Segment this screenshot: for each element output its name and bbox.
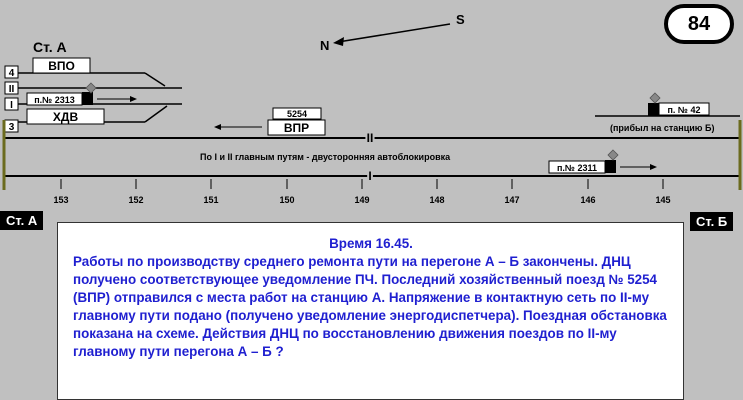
signal-2311	[608, 150, 618, 160]
question-text: Работы по производству среднего ремонта пути на перегоне А – Б закончены. ДНЦ получено соответствующее уведомление ПЧ. Последний хозяйственный поезд № 5254 (ВПР) отправился с места работ на станцию А. Напряжение в контактную сеть по II-му главному пути подано (получено уведомление энергодиспетчера). Поездная обстановка показана на схеме. Действия ДНЦ по восстановлению движения поездов по II-му главному пути перегона А – Б ?	[73, 254, 667, 359]
station-a-title: Ст. А	[33, 39, 67, 55]
track-2-label: II	[8, 84, 15, 95]
train-42-note: (прибыл на станцию Б)	[610, 123, 715, 133]
km-label: 148	[429, 195, 445, 205]
train-2311-label: п.№ 2311	[557, 163, 597, 173]
signal-42	[650, 93, 660, 103]
train-2311	[549, 150, 657, 173]
hdv-box: ХДВ	[52, 110, 79, 124]
train-5254-number: 5254	[286, 109, 308, 119]
vpo-box: ВПО	[48, 59, 75, 73]
km-label: 150	[279, 195, 295, 205]
km-label: 145	[655, 195, 671, 205]
question-time: Время 16.45.	[329, 236, 413, 251]
train-2313-label: п.№ 2313	[34, 95, 75, 105]
km-label: 149	[354, 195, 370, 205]
page-number-badge: 84	[664, 4, 734, 44]
compass-south: S	[456, 12, 465, 27]
autoblock-note: По I и II главным путям - двусторонняя автоблокировка	[200, 152, 451, 162]
km-label: 146	[580, 195, 596, 205]
main-track-1-label: I	[368, 169, 372, 183]
km-label: 152	[128, 195, 144, 205]
station-a-yard	[5, 39, 182, 133]
track-3-label: 3	[8, 122, 15, 133]
km-label: 147	[504, 195, 520, 205]
signal-2313	[86, 83, 96, 93]
track-1-label: I	[10, 100, 13, 111]
compass	[320, 12, 465, 53]
main-track-2-label: II	[366, 131, 374, 145]
compass-north: N	[320, 38, 330, 53]
train-42	[595, 93, 740, 133]
train-5254-type: ВПР	[283, 121, 310, 135]
train-42-label: п. № 42	[667, 105, 701, 115]
station-b-label: Ст. Б	[690, 212, 733, 231]
question-box	[57, 222, 684, 400]
km-label: 151	[203, 195, 219, 205]
km-markers	[53, 179, 670, 205]
train-5254	[214, 108, 325, 135]
station-a-label: Ст. А	[0, 211, 43, 230]
km-label: 153	[53, 195, 69, 205]
track-4-label: 4	[8, 68, 15, 79]
